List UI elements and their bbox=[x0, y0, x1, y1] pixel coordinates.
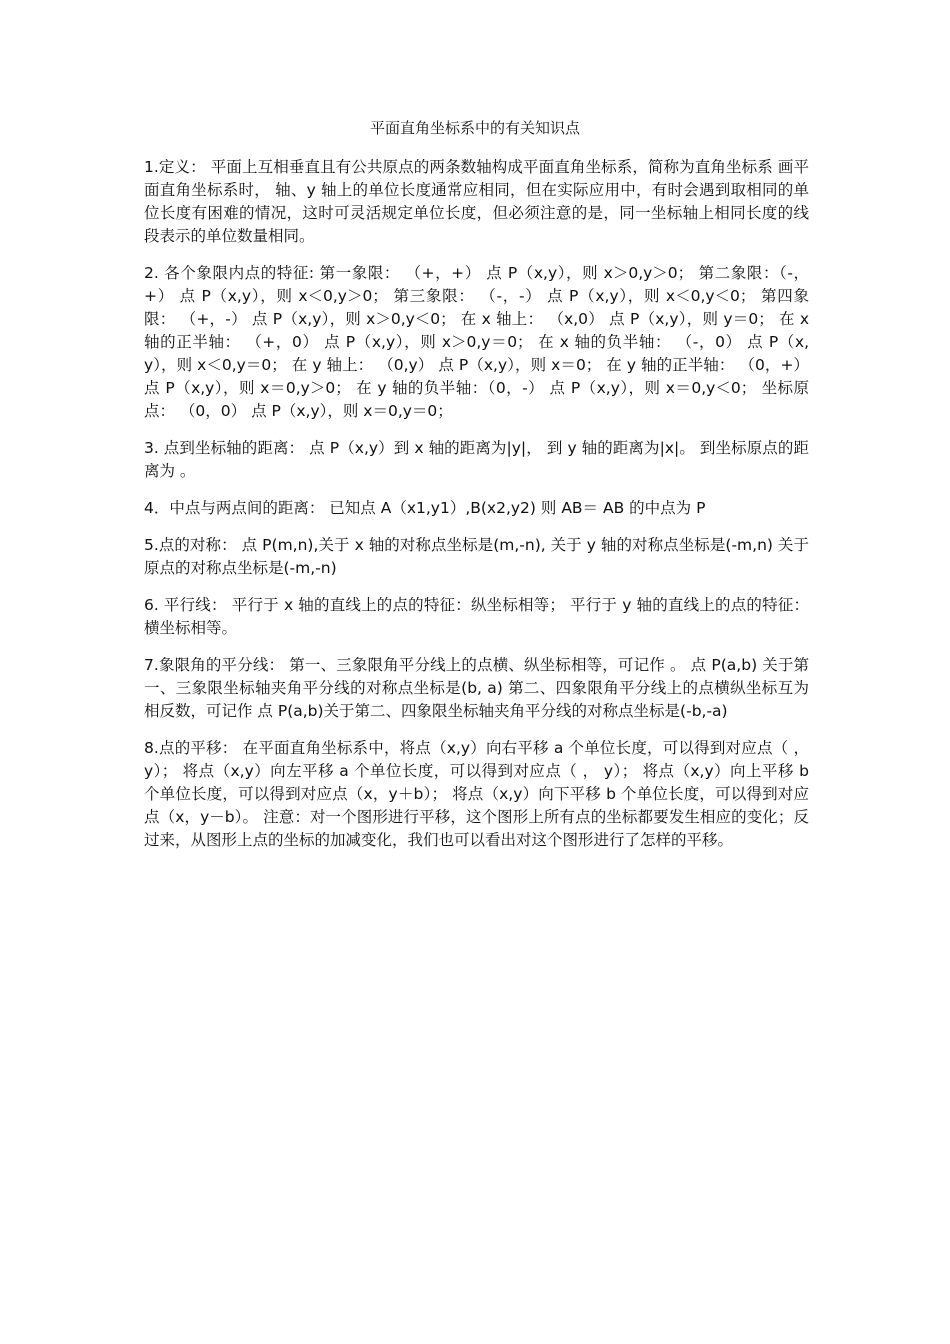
paragraph-midpoint-distance: 4．中点与两点间的距离： 已知点 A（x1,y1）,B(x2,y2) 则 AB＝ AB 的中点为 P bbox=[144, 499, 706, 517]
document-body bbox=[144, 156, 809, 866]
paragraph-quadrant-features: 2. 各个象限内点的特征: 第一象限： （+，+） 点 P（x,y），则 x＞0,y＞0； 第二象限：（-，+） 点 P（x,y），则 x＜0,y＞0； 第三象限： （-，-） 点 P（x,y），则 x＜0,y＜0； 第四象限： （+，-） 点 P（x,y），则 x＞0,y＜0； 在 x 轴上： （x,0） 点 P（x,y），则 y＝0； 在 x 轴的正半轴： （+，0） 点 P（x,y），则 x＞0,y＝0； 在 x 轴的负半轴： （-，0） 点 P（x,y），则 x＜0,y＝0； 在 y 轴上： （0,y） 点 P（x,y），则 x＝0； 在 y 轴的正半轴： （0，+） 点 P（x,y），则 x＝0,y＞0； 在 y 轴的负半轴：（0，-） 点 P（x,y），则 x＝0,y＜0； 坐标原点： （0，0） 点 P（x,y），则 x＝0,y＝0； bbox=[144, 264, 809, 420]
paragraph-parallel-lines: 6. 平行线： 平行于 x 轴的直线上的点的特征：纵坐标相等； 平行于 y 轴的直线上的点的特征：横坐标相等。 bbox=[144, 596, 809, 637]
paragraph-angle-bisector: 7.象限角的平分线： 第一、三象限角平分线上的点横、纵坐标相等，可记作 。 点 P(a,b) 关于第一、三象限坐标轴夹角平分线的对称点坐标是(b, a) 第二、四象限角平分线上的点横纵坐标互为相反数，可记作 点 P(a,b)关于第二、四象限坐标轴夹角平分线的对称点坐标是(-b,-a) bbox=[144, 656, 809, 720]
paragraph-definition: 1.定义： 平面上互相垂直且有公共原点的两条数轴构成平面直角坐标系，简称为直角坐标系 画平面直角坐标系时， 轴、y 轴上的单位长度通常应相同，但在实际应用中，有时会遇到取相同的单位长度有困难的情况，这时可灵活规定单位长度，但必须注意的是，同一坐标轴上相同长度的线段表示的单位数量相同。 bbox=[144, 158, 809, 245]
paragraph-symmetry: 5.点的对称： 点 P(m,n),关于 x 轴的对称点坐标是(m,-n), 关于 y 轴的对称点坐标是(-m,n) 关于原点的对称点坐标是(-m,-n) bbox=[144, 536, 809, 577]
paragraph-axis-distance: 3. 点到坐标轴的距离： 点 P（x,y）到 x 轴的距离为|y|， 到 y 轴的距离为|x|。 到坐标原点的距离为 。 bbox=[144, 439, 809, 480]
paragraph-translation: 8.点的平移： 在平面直角坐标系中，将点（x,y）向右平移 a 个单位长度，可以得到对应点（ ， y）； 将点（x,y）向左平移 a 个单位长度，可以得到对应点（ ， y）； 将点（x,y）向上平移 b 个单位长度，可以得到对应点（x，y＋b）； 将点（x,y）向下平移 b 个单位长度，可以得到对应点（x，y－b）。 注意：对一个图形进行平移，这个图形上所有点的坐标都要发生相应的变化；反过来，从图形上点的坐标的加减变化，我们也可以看出对这个图形进行了怎样的平移。 bbox=[144, 739, 809, 849]
document-title: 平面直角坐标系中的有关知识点 bbox=[369, 119, 580, 137]
